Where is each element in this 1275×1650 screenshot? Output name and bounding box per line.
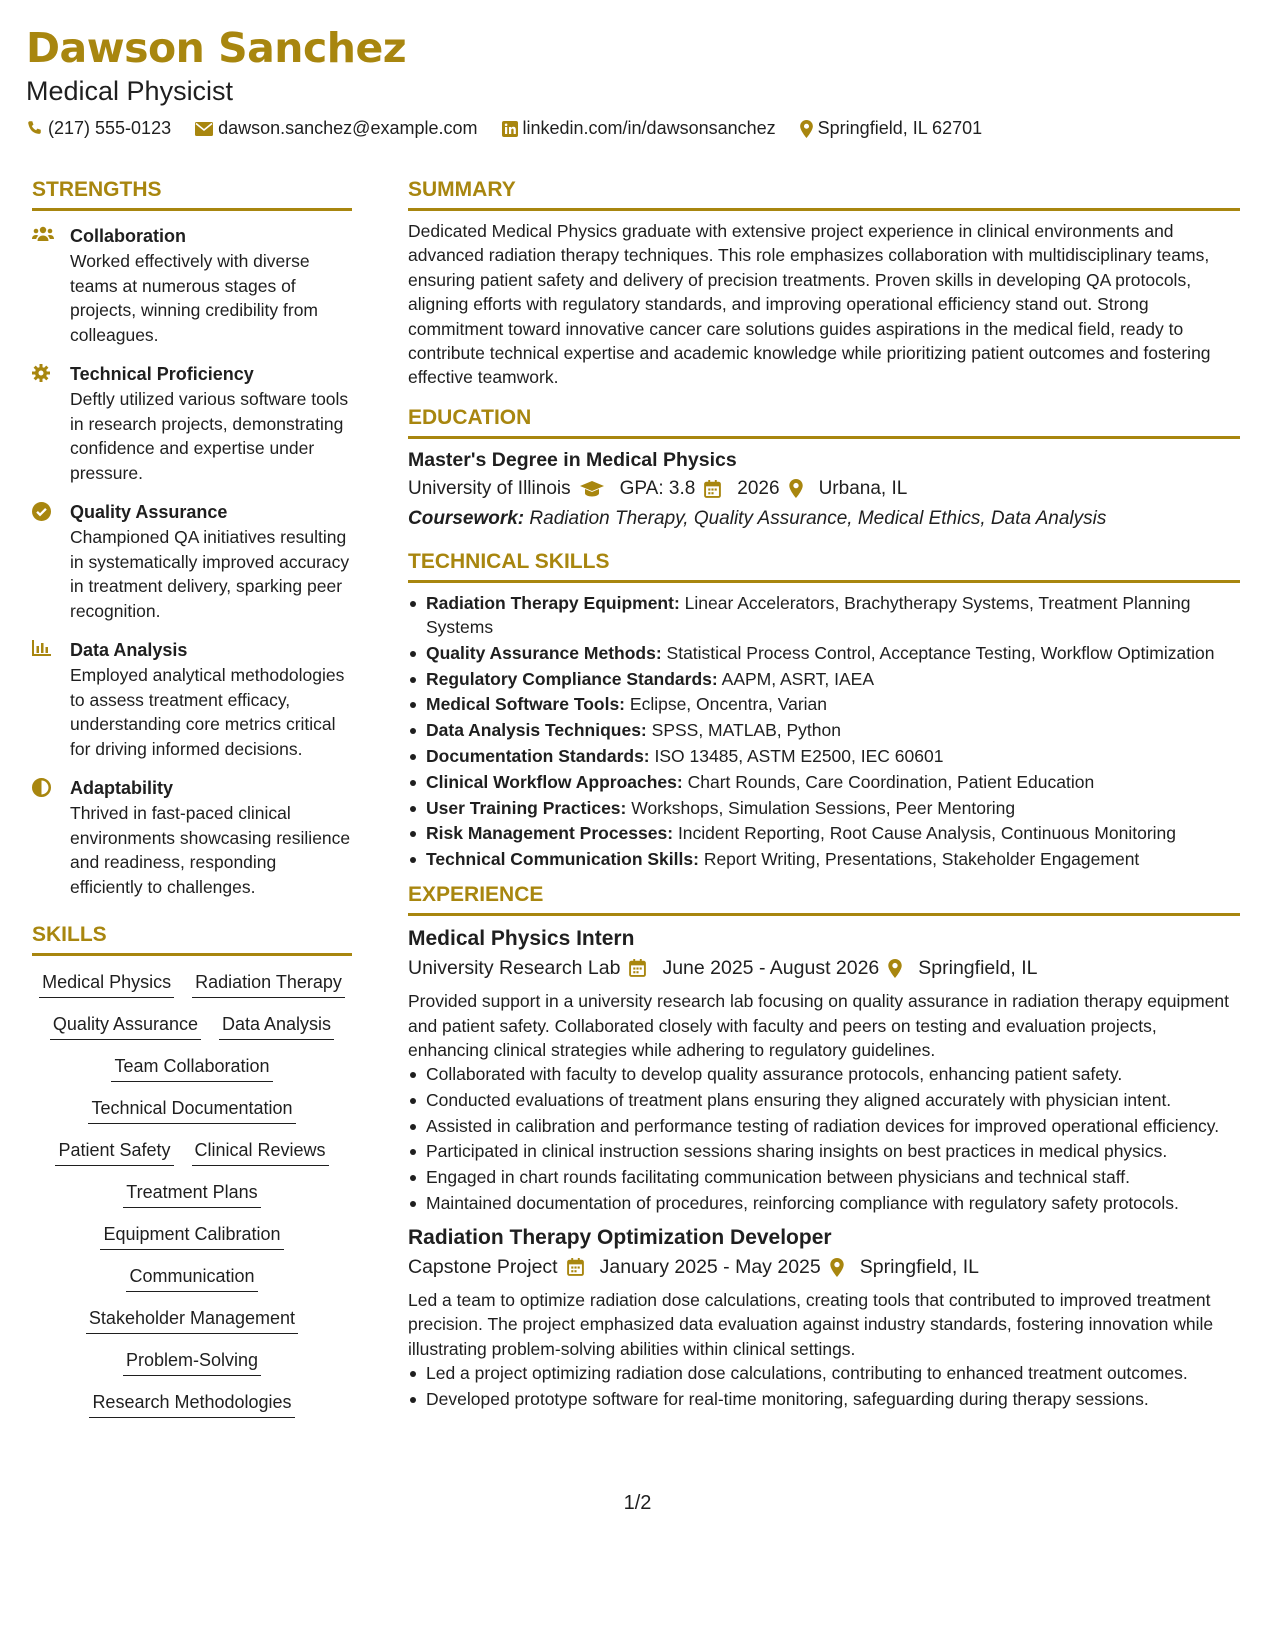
strength-title: Adaptability bbox=[70, 778, 174, 798]
contact-phone bbox=[26, 118, 171, 139]
list-item: Participated in clinical instruction sessions sharing insights on best practices in medical physics. bbox=[408, 1139, 1240, 1163]
job-details bbox=[408, 953, 1240, 983]
linkedin-icon bbox=[502, 121, 518, 137]
tech-skill-label: Quality Assurance Methods: bbox=[426, 642, 662, 663]
half-circle-icon bbox=[32, 775, 70, 899]
school-name: University of Illinois bbox=[408, 477, 571, 499]
skill-tag: Team Collaboration bbox=[111, 1054, 272, 1082]
location-text: Springfield, IL 62701 bbox=[817, 118, 983, 138]
check-circle-icon bbox=[32, 499, 70, 623]
tech-skill-label: Regulatory Compliance Standards: bbox=[426, 668, 718, 689]
bar-chart-icon bbox=[32, 637, 70, 761]
job-location-text: Springfield, IL bbox=[918, 957, 1038, 980]
calendar-icon bbox=[629, 959, 646, 977]
list-item bbox=[408, 770, 1240, 794]
calendar-icon bbox=[567, 1258, 584, 1276]
gear-icon bbox=[32, 361, 70, 485]
job-org-text: University Research Lab bbox=[408, 957, 621, 980]
tech-skill-label: User Training Practices: bbox=[426, 797, 627, 818]
job-location-text: Springfield, IL bbox=[859, 1256, 979, 1279]
tech-skill-label: Radiation Therapy Equipment: bbox=[426, 592, 680, 613]
left-column bbox=[32, 176, 352, 1418]
job-org bbox=[408, 1252, 584, 1282]
contact-linkedin[interactable] bbox=[502, 118, 776, 139]
list-item: Led a project optimizing radiation dose calculations, contributing to enhanced treatment outcomes. bbox=[408, 1361, 1240, 1385]
skill-tag: Communication bbox=[126, 1264, 257, 1292]
linkedin-text[interactable]: linkedin.com/in/dawsonsanchez bbox=[522, 118, 776, 138]
job-title: Medical Physics Intern bbox=[408, 927, 635, 951]
job-bullets bbox=[408, 1062, 1240, 1215]
education-school bbox=[408, 474, 604, 504]
map-pin-icon bbox=[830, 1258, 844, 1277]
strength-item bbox=[32, 775, 352, 899]
tech-skill-label: Clinical Workflow Approaches: bbox=[426, 771, 683, 792]
tech-skill-value: Eclipse, Oncentra, Varian bbox=[629, 694, 828, 715]
list-item: Assisted in calibration and performance testing of radiation devices for improved operational efficiency. bbox=[408, 1114, 1240, 1138]
list-item bbox=[408, 796, 1240, 820]
job-org bbox=[408, 953, 646, 983]
tech-skill-label: Medical Software Tools: bbox=[426, 694, 626, 715]
education-degree: Master's Degree in Medical Physics bbox=[408, 448, 737, 471]
job-location bbox=[918, 953, 1037, 983]
job-bullets bbox=[408, 1361, 1240, 1411]
job-dates-text: January 2025 - May 2025 bbox=[599, 1256, 821, 1279]
strength-desc: Thrived in fast-paced clinical environments showcasing resilience and readiness, responding efficiently to challenges. bbox=[70, 803, 351, 897]
phone-icon bbox=[26, 120, 43, 137]
technical-skills-heading: TECHNICAL SKILLS bbox=[408, 548, 1240, 583]
skill-tag: Radiation Therapy bbox=[192, 970, 345, 998]
skill-tag: Research Methodologies bbox=[89, 1390, 294, 1418]
map-pin-icon bbox=[800, 120, 813, 138]
education-year bbox=[737, 474, 802, 504]
list-item: Conducted evaluations of treatment plans ensuring they aligned accurately with physician intent. bbox=[408, 1088, 1240, 1112]
skill-tag: Problem-Solving bbox=[123, 1348, 261, 1376]
graduation-cap-icon bbox=[580, 481, 604, 497]
education-gpa bbox=[620, 474, 722, 504]
job-dates bbox=[600, 1252, 844, 1282]
education-location bbox=[819, 474, 908, 504]
experience-heading: EXPERIENCE bbox=[408, 881, 1240, 916]
map-pin-icon bbox=[789, 479, 803, 498]
tech-skill-value: ISO 13485, ASTM E2500, IEC 60601 bbox=[654, 746, 944, 767]
skill-tag: Data Analysis bbox=[219, 1012, 334, 1040]
tech-skill-value: Report Writing, Presentations, Stakeholder Engagement bbox=[703, 849, 1140, 870]
strength-desc: Championed QA initiatives resulting in systematically improved accuracy in treatment delivery, sparking peer recognition. bbox=[70, 527, 350, 621]
strength-title: Technical Proficiency bbox=[70, 364, 254, 384]
strength-item bbox=[32, 499, 352, 623]
tech-skill-value: Incident Reporting, Root Cause Analysis, Continuous Monitoring bbox=[677, 823, 1176, 844]
skill-tag: Technical Documentation bbox=[88, 1096, 295, 1124]
list-item bbox=[408, 692, 1240, 716]
envelope-icon bbox=[195, 122, 213, 136]
list-item: Collaborated with faculty to develop quality assurance protocols, enhancing patient safety. bbox=[408, 1062, 1240, 1086]
job-description: Led a team to optimize radiation dose calculations, creating tools that contributed to improved treatment precision. The project emphasized data evaluation against industry standards, fostering innovation while illustrating problem-solving abilities within clinical settings. bbox=[408, 1290, 1214, 1359]
gpa-text: GPA: 3.8 bbox=[619, 477, 696, 499]
skill-tag: Stakeholder Management bbox=[86, 1306, 298, 1334]
tech-skill-label: Documentation Standards: bbox=[426, 746, 650, 767]
strength-desc: Employed analytical methodologies to assess treatment efficacy, understanding core metrics critical for driving informed decisions. bbox=[70, 665, 345, 759]
list-item: Engaged in chart rounds facilitating communication between physicians and technical staff. bbox=[408, 1165, 1240, 1189]
job-location bbox=[860, 1252, 979, 1282]
contact-location bbox=[800, 118, 982, 139]
strength-title: Collaboration bbox=[70, 226, 186, 246]
education-location-text: Urbana, IL bbox=[818, 477, 908, 499]
tech-skill-value: AAPM, ASRT, IAEA bbox=[721, 668, 875, 689]
resume-header bbox=[26, 22, 1246, 139]
skill-tag: Patient Safety bbox=[55, 1138, 173, 1166]
list-item bbox=[408, 847, 1240, 871]
technical-skills-list bbox=[408, 591, 1240, 872]
strength-title: Quality Assurance bbox=[70, 502, 228, 522]
skill-tag: Treatment Plans bbox=[123, 1180, 260, 1208]
year-text: 2026 bbox=[737, 477, 780, 499]
tech-skill-value: SPSS, MATLAB, Python bbox=[651, 720, 841, 741]
users-icon bbox=[32, 223, 70, 347]
tech-skill-value: Statistical Process Control, Acceptance Testing, Workflow Optimization bbox=[666, 642, 1215, 663]
contact-bar bbox=[26, 118, 1246, 139]
right-column bbox=[408, 176, 1240, 1412]
skill-tag: Quality Assurance bbox=[50, 1012, 201, 1040]
list-item bbox=[408, 744, 1240, 768]
tech-skill-label: Data Analysis Techniques: bbox=[426, 720, 647, 741]
page-number: 1/2 bbox=[623, 1492, 652, 1514]
strength-title: Data Analysis bbox=[70, 640, 188, 660]
strength-item bbox=[32, 637, 352, 761]
calendar-icon bbox=[704, 480, 721, 498]
job-dates bbox=[662, 953, 902, 983]
tech-skill-label: Risk Management Processes: bbox=[426, 823, 674, 844]
job-dates-text: June 2025 - August 2026 bbox=[662, 957, 880, 980]
list-item bbox=[408, 667, 1240, 691]
tech-skill-value: Workshops, Simulation Sessions, Peer Mentoring bbox=[631, 797, 1016, 818]
experience-entry bbox=[408, 1223, 1240, 1411]
list-item bbox=[408, 718, 1240, 742]
skills-list bbox=[32, 970, 352, 1418]
tech-skill-value: Linear Accelerators, Brachytherapy Systems, Treatment Planning Systems bbox=[426, 592, 1191, 638]
map-pin-icon bbox=[888, 959, 902, 978]
list-item bbox=[408, 591, 1240, 639]
skill-tag: Medical Physics bbox=[39, 970, 174, 998]
candidate-name: Dawson Sanchez bbox=[26, 24, 407, 72]
list-item bbox=[408, 641, 1240, 665]
strength-desc: Deftly utilized various software tools in research projects, demonstrating confidence and expertise under pressure. bbox=[70, 389, 349, 483]
contact-email[interactable] bbox=[195, 118, 477, 139]
coursework-label: Coursework: bbox=[408, 507, 525, 529]
job-org-text: Capstone Project bbox=[408, 1256, 558, 1279]
phone-text: (217) 555-0123 bbox=[48, 118, 172, 138]
skills-heading: SKILLS bbox=[32, 921, 352, 956]
strengths-heading: STRENGTHS bbox=[32, 176, 352, 211]
summary-text: Dedicated Medical Physics graduate with extensive project experience in clinical environments and advanced radiation therapy techniques. This role emphasizes collaboration with multidisciplinary teams, ensuring patient safety and delivery of precision treatments. Proven skills in developing QA protocols, aligning efforts with regulatory standards, and improving operational efficiency stand out. Strong commitment toward innovative cancer care solutions guides aspirations in the medical field, ready to contribute technical expertise and academic knowledge while prioritizing patient outcomes and fostering effective teamwork. bbox=[408, 221, 1211, 388]
strength-item bbox=[32, 361, 352, 485]
education-details bbox=[408, 474, 1240, 504]
list-item: Maintained documentation of procedures, reinforcing compliance with regulatory safety protocols. bbox=[408, 1191, 1240, 1215]
job-title: Radiation Therapy Optimization Developer bbox=[408, 1226, 832, 1250]
education-heading: EDUCATION bbox=[408, 404, 1240, 439]
job-details bbox=[408, 1252, 1240, 1282]
list-item: Developed prototype software for real-time monitoring, safeguarding during therapy sessions. bbox=[408, 1387, 1240, 1411]
strength-desc: Worked effectively with diverse teams at numerous stages of projects, winning credibility from colleagues. bbox=[70, 251, 319, 345]
strengths-list bbox=[32, 223, 352, 899]
coursework-text: Radiation Therapy, Quality Assurance, Medical Ethics, Data Analysis bbox=[529, 507, 1107, 529]
summary-heading: SUMMARY bbox=[408, 176, 1240, 211]
list-item bbox=[408, 821, 1240, 845]
skill-tag: Clinical Reviews bbox=[192, 1138, 329, 1166]
experience-entry bbox=[408, 924, 1240, 1215]
job-description: Provided support in a university research lab focusing on quality assurance in radiation therapy equipment and patient safety. Collaborated closely with faculty and peers on testing and evaluation projects, enhancing clinical strategies while adhering to regulatory guidelines. bbox=[408, 991, 1230, 1060]
tech-skill-value: Chart Rounds, Care Coordination, Patient Education bbox=[687, 771, 1095, 792]
candidate-title: Medical Physicist bbox=[26, 76, 234, 106]
strength-item bbox=[32, 223, 352, 347]
education-coursework bbox=[408, 504, 1240, 534]
skill-tag: Equipment Calibration bbox=[100, 1222, 283, 1250]
email-text[interactable]: dawson.sanchez@example.com bbox=[218, 118, 478, 138]
tech-skill-label: Technical Communication Skills: bbox=[426, 849, 699, 870]
